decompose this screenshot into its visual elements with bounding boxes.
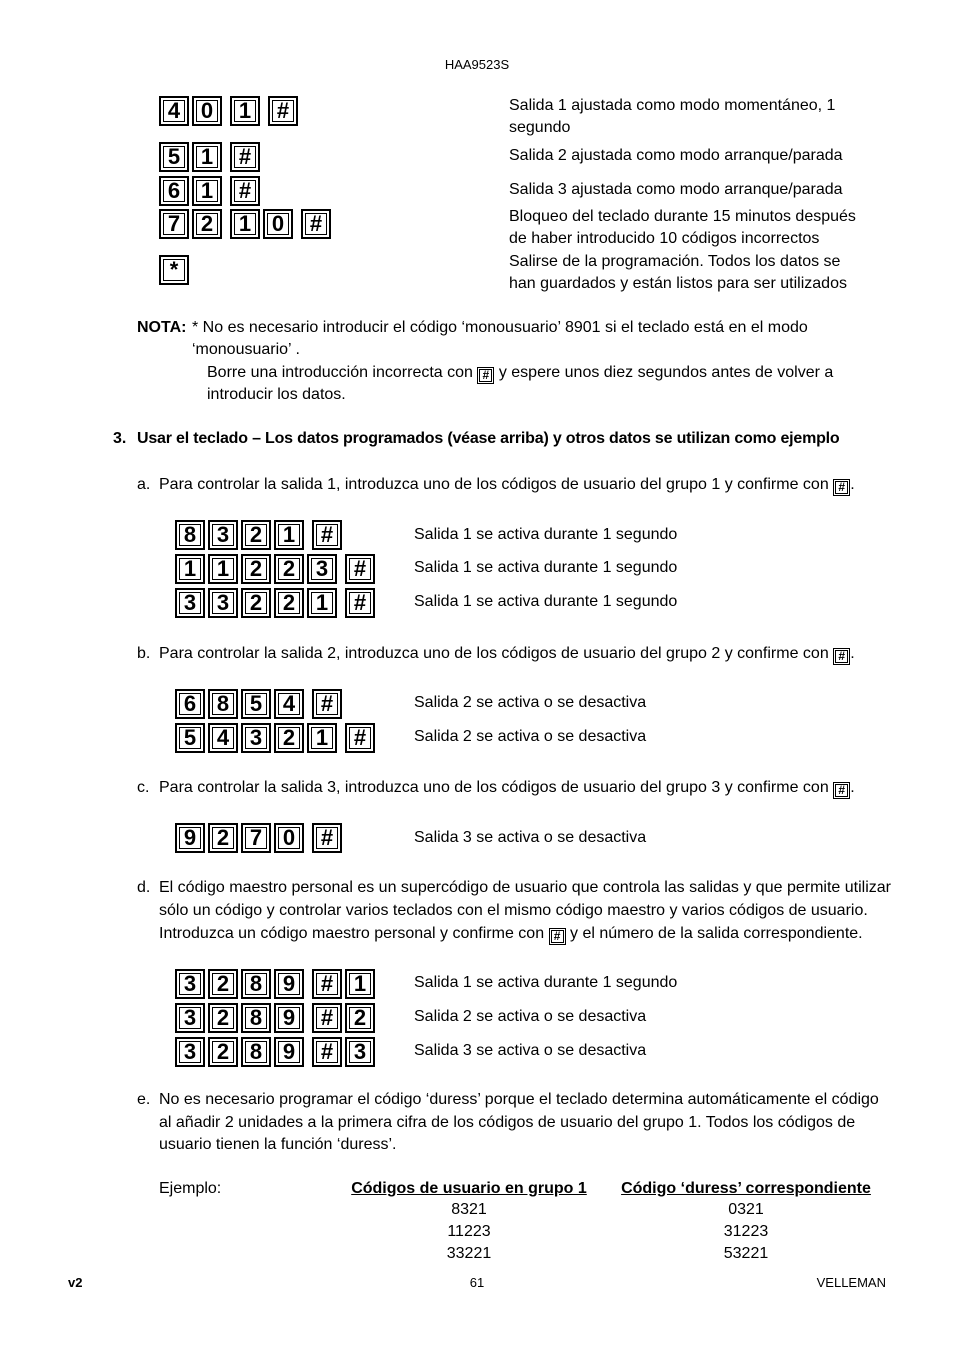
example-user-2: 11223: [447, 1223, 491, 1240]
footer-page-number: 61: [469, 1275, 485, 1290]
keypad-sequence: [159, 209, 334, 239]
digit-key-icon: 7: [159, 209, 189, 239]
item-e-line2: al añadir 2 unidades a la primera cifra de los códigos de usuario del grupo 1. Todos los códigos de: [159, 1114, 856, 1131]
digit-key-icon: 3: [175, 588, 205, 618]
hash-key-icon: #: [312, 823, 342, 853]
digit-key-icon: 0: [192, 96, 222, 126]
digit-key-icon: 3: [208, 520, 238, 550]
section-number: 3.: [113, 430, 127, 447]
keypad-sequence: [159, 96, 301, 126]
item-d-line3: Introduzca un código maestro personal y confirme con # y el número de la salida correspondiente.: [159, 925, 863, 943]
top-desc-3: Salida 3 ajustada como modo arranque/parada: [509, 181, 843, 198]
digit-key-icon: 8: [241, 969, 271, 999]
hash-key-icon: #: [477, 367, 494, 384]
a-desc-1: Salida 1 se activa durante 1 segundo: [414, 526, 678, 543]
digit-key-icon: 3: [208, 588, 238, 618]
hash-key-icon: #: [345, 554, 375, 584]
keypad-sequence: [175, 823, 345, 853]
hash-key-icon: #: [549, 928, 566, 945]
digit-key-icon: 2: [274, 588, 304, 618]
keypad-sequence: [175, 723, 378, 753]
hash-key-icon: #: [312, 1037, 342, 1067]
digit-key-icon: 0: [274, 823, 304, 853]
keypad-sequence: [159, 176, 263, 206]
example-user-3: 33221: [446, 1245, 492, 1262]
hash-key-icon: #: [312, 520, 342, 550]
hash-key-icon: #: [230, 142, 260, 172]
digit-key-icon: 7: [241, 823, 271, 853]
keypad-sequence: [159, 255, 192, 285]
item-d-line2: sólo un código y controlar varios teclados con el mismo código maestro y varios códigos de usuario.: [159, 902, 868, 919]
digit-key-icon: 1: [274, 520, 304, 550]
digit-key-icon: 3: [175, 1003, 205, 1033]
digit-key-icon: 3: [175, 969, 205, 999]
top-desc-1: Salida 1 ajustada como modo momentáneo, 1 segundo: [509, 97, 836, 136]
digit-key-icon: 1: [230, 96, 260, 126]
b-desc-1: Salida 2 se activa o se desactiva: [414, 694, 647, 711]
b-desc-2: Salida 2 se activa o se desactiva: [414, 728, 647, 745]
footer-brand: VELLEMAN: [816, 1275, 886, 1290]
item-d-letter: d.: [137, 879, 151, 896]
hash-key-icon: #: [312, 1003, 342, 1033]
digit-key-icon: 3: [241, 723, 271, 753]
hash-key-icon: #: [833, 479, 850, 496]
item-a-text: Para controlar la salida 1, introduzca uno de los códigos de usuario del grupo 1 y confirme con # .: [159, 476, 855, 494]
hash-key-icon: #: [345, 588, 375, 618]
digit-key-icon: 6: [175, 689, 205, 719]
item-d-line1: El código maestro personal es un supercódigo de usuario que controla las salidas y que permite utilizar: [159, 879, 891, 896]
digit-key-icon: 2: [208, 823, 238, 853]
digit-key-icon: 2: [241, 520, 271, 550]
digit-key-icon: 0: [263, 209, 293, 239]
digit-key-icon: 5: [175, 723, 205, 753]
top-desc-5: Salirse de la programación. Todos los datos se han guardados y están listos para ser utilizados: [509, 253, 847, 292]
keypad-sequence: [175, 520, 345, 550]
item-b-text: Para controlar la salida 2, introduzca uno de los códigos de usuario del grupo 2 y confirme con # .: [159, 645, 855, 663]
digit-key-icon: 1: [192, 176, 222, 206]
keypad-sequence: [175, 554, 378, 584]
example-duress-3: 53221: [723, 1245, 769, 1262]
digit-key-icon: 9: [175, 823, 205, 853]
digit-key-icon: 2: [241, 588, 271, 618]
digit-key-icon: 8: [175, 520, 205, 550]
digit-key-icon: 2: [208, 1037, 238, 1067]
example-duress-2: 31223: [723, 1223, 769, 1240]
digit-key-icon: 1: [192, 142, 222, 172]
section-title: Usar el teclado – Los datos programados (véase arriba) y otros datos se utilizan como ejemplo: [137, 430, 840, 447]
hash-key-icon: #: [301, 209, 331, 239]
hash-key-icon: #: [312, 969, 342, 999]
d-desc-2: Salida 2 se activa o se desactiva: [414, 1008, 647, 1025]
digit-key-icon: 9: [274, 1037, 304, 1067]
keypad-sequence: [175, 689, 345, 719]
digit-key-icon: 8: [241, 1003, 271, 1033]
item-c-letter: c.: [137, 779, 150, 796]
hash-key-icon: #: [833, 782, 850, 799]
digit-key-icon: 1: [208, 554, 238, 584]
digit-key-icon: 2: [192, 209, 222, 239]
top-desc-4: Bloqueo del teclado durante 15 minutos después de haber introducido 10 códigos incorrectos: [509, 208, 856, 247]
hash-key-icon: #: [833, 648, 850, 665]
digit-key-icon: 5: [159, 142, 189, 172]
hash-key-icon: #: [345, 723, 375, 753]
item-c-text: Para controlar la salida 3, introduzca uno de los códigos de usuario del grupo 3 y confirme con # .: [159, 779, 855, 797]
digit-key-icon: 3: [345, 1037, 375, 1067]
digit-key-icon: 2: [274, 554, 304, 584]
nota-label: NOTA:: [137, 319, 187, 336]
digit-key-icon: 1: [230, 209, 260, 239]
star-key-icon: *: [159, 255, 189, 285]
digit-key-icon: 4: [208, 723, 238, 753]
d-desc-3: Salida 3 se activa o se desactiva: [414, 1042, 647, 1059]
digit-key-icon: 2: [208, 1003, 238, 1033]
digit-key-icon: 2: [274, 723, 304, 753]
nota-line2: Borre una introducción incorrecta con # y espere unos diez segundos antes de volver a introducir los datos.: [207, 364, 834, 403]
digit-key-icon: 3: [307, 554, 337, 584]
top-desc-2: Salida 2 ajustada como modo arranque/parada: [509, 147, 843, 164]
item-b-letter: b.: [137, 645, 151, 662]
digit-key-icon: 1: [175, 554, 205, 584]
digit-key-icon: 4: [274, 689, 304, 719]
digit-key-icon: 3: [175, 1037, 205, 1067]
digit-key-icon: 8: [208, 689, 238, 719]
example-duress-1: 0321: [728, 1201, 764, 1218]
digit-key-icon: 2: [241, 554, 271, 584]
item-e-line3: usuario tienen la función ‘duress’.: [159, 1136, 397, 1153]
digit-key-icon: 9: [274, 969, 304, 999]
digit-key-icon: 2: [345, 1003, 375, 1033]
a-desc-2: Salida 1 se activa durante 1 segundo: [414, 559, 678, 576]
hash-key-icon: #: [268, 96, 298, 126]
keypad-sequence: [175, 588, 378, 618]
hash-key-icon: #: [312, 689, 342, 719]
digit-key-icon: 2: [208, 969, 238, 999]
digit-key-icon: 4: [159, 96, 189, 126]
digit-key-icon: 8: [241, 1037, 271, 1067]
item-a-letter: a.: [137, 476, 151, 493]
item-e-line1: No es necesario programar el código ‘duress’ porque el teclado determina automáticamente el código: [159, 1091, 879, 1108]
footer-version: v2: [68, 1275, 83, 1290]
c-desc-1: Salida 3 se activa o se desactiva: [414, 829, 647, 846]
header-model: HAA9523S: [444, 57, 510, 72]
keypad-sequence: [159, 142, 263, 172]
digit-key-icon: 5: [241, 689, 271, 719]
example-col2-header: Código ‘duress’ correspondiente: [621, 1180, 871, 1197]
example-label: Ejemplo:: [159, 1180, 222, 1197]
hash-key-icon: #: [230, 176, 260, 206]
digit-key-icon: 1: [345, 969, 375, 999]
a-desc-3: Salida 1 se activa durante 1 segundo: [414, 593, 678, 610]
digit-key-icon: 6: [159, 176, 189, 206]
example-user-1: 8321: [451, 1201, 487, 1218]
digit-key-icon: 1: [307, 723, 337, 753]
item-e-letter: e.: [137, 1091, 151, 1108]
keypad-sequence: [175, 1003, 378, 1033]
digit-key-icon: 9: [274, 1003, 304, 1033]
nota-line1: * No es necesario introducir el código ‘monousuario’ 8901 si el teclado está en el modo ‘monousuario’ .: [192, 319, 808, 358]
d-desc-1: Salida 1 se activa durante 1 segundo: [414, 974, 678, 991]
keypad-sequence: [175, 969, 378, 999]
digit-key-icon: 1: [307, 588, 337, 618]
keypad-sequence: [175, 1037, 378, 1067]
example-col1-header: Códigos de usuario en grupo 1: [351, 1180, 587, 1197]
